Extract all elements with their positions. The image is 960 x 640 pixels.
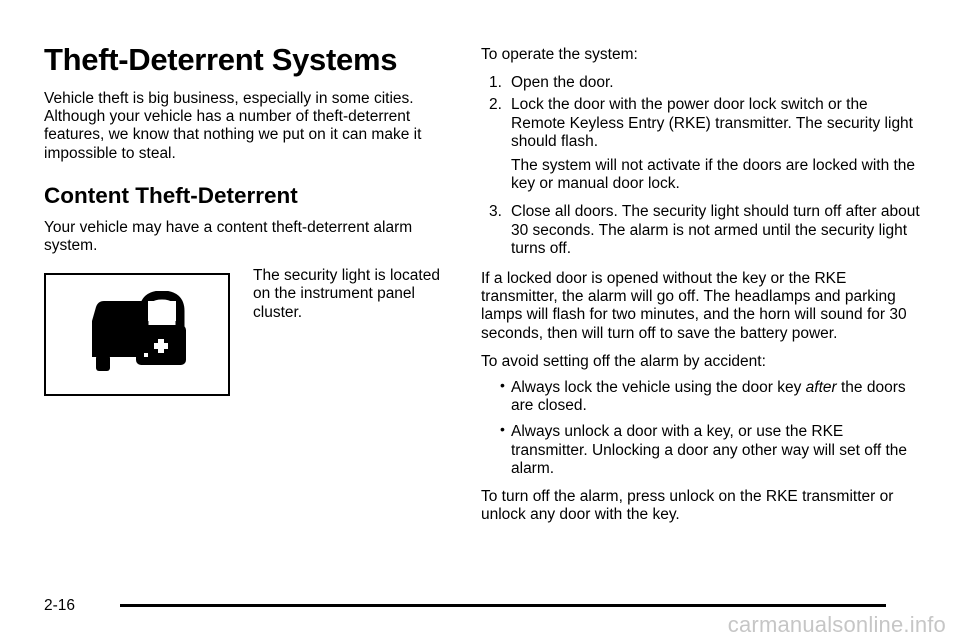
step-note: The system will not activate if the doors are locked with the key or manual door lock. — [511, 157, 916, 193]
step-text: Close all doors. The security light should turn off after about 30 seconds. The alarm is not armed until the security light turns off. — [511, 203, 920, 257]
list-item — [481, 379, 921, 415]
step-number: 3. — [489, 203, 502, 221]
bullet-text: Always lock the vehicle using the door key after the doors are closed. — [511, 379, 906, 415]
turn-off-paragraph: To turn off the alarm, press unlock on the RKE transmitter or unlock any door with the key. — [481, 488, 894, 524]
watermark-link[interactable]: carmanualsonline.info — [727, 612, 946, 637]
footer-divider — [120, 604, 886, 607]
avoid-intro: To avoid setting off the alarm by accident: — [481, 352, 766, 370]
security-light-figure — [44, 267, 464, 407]
bullet-icon: • — [500, 421, 505, 438]
figure-caption: The security light is located on the instrument panel cluster. — [253, 267, 440, 321]
list-item — [481, 74, 921, 92]
step-text: Open the door. — [511, 74, 614, 92]
content-intro-paragraph: Your vehicle may have a content theft-deterrent alarm system. — [44, 218, 413, 255]
right-column — [481, 46, 921, 524]
security-light-icon — [86, 291, 190, 377]
locked-door-paragraph: If a locked door is opened without the key or the RKE transmitter, the alarm will go off. The headlamps and parking lamps will flash for two minutes, and the horn will sound for 30 seconds, then will turn off to save the battery power. — [481, 270, 907, 342]
step-text: Lock the door with the power door lock switch or the Remote Keyless Entry (RKE) transmitter. The security light should flash. — [511, 96, 913, 150]
bullet-icon: • — [500, 377, 505, 394]
avoid-bullets — [481, 379, 921, 478]
intro-paragraph: Vehicle theft is big business, especially in some cities. Although your vehicle has a number of theft-deterrent features, we know that nothing we put on it can make it impossible to steal. — [44, 90, 422, 162]
left-column — [44, 40, 464, 407]
step-number: 1. — [489, 74, 502, 92]
list-item — [481, 96, 921, 193]
list-item — [481, 203, 921, 258]
page-number: 2-16 — [44, 597, 76, 614]
operate-intro: To operate the system: — [481, 46, 638, 63]
section-heading: Content Theft-Deterrent — [44, 182, 298, 208]
figure-frame — [44, 273, 230, 396]
list-item — [481, 423, 921, 478]
page-title: Theft-Deterrent Systems — [44, 42, 398, 77]
step-number: 2. — [489, 96, 502, 114]
operate-steps — [481, 74, 921, 258]
bullet-text: Always unlock a door with a key, or use the RKE transmitter. Unlocking a door any other way will set off the alarm. — [511, 423, 908, 477]
